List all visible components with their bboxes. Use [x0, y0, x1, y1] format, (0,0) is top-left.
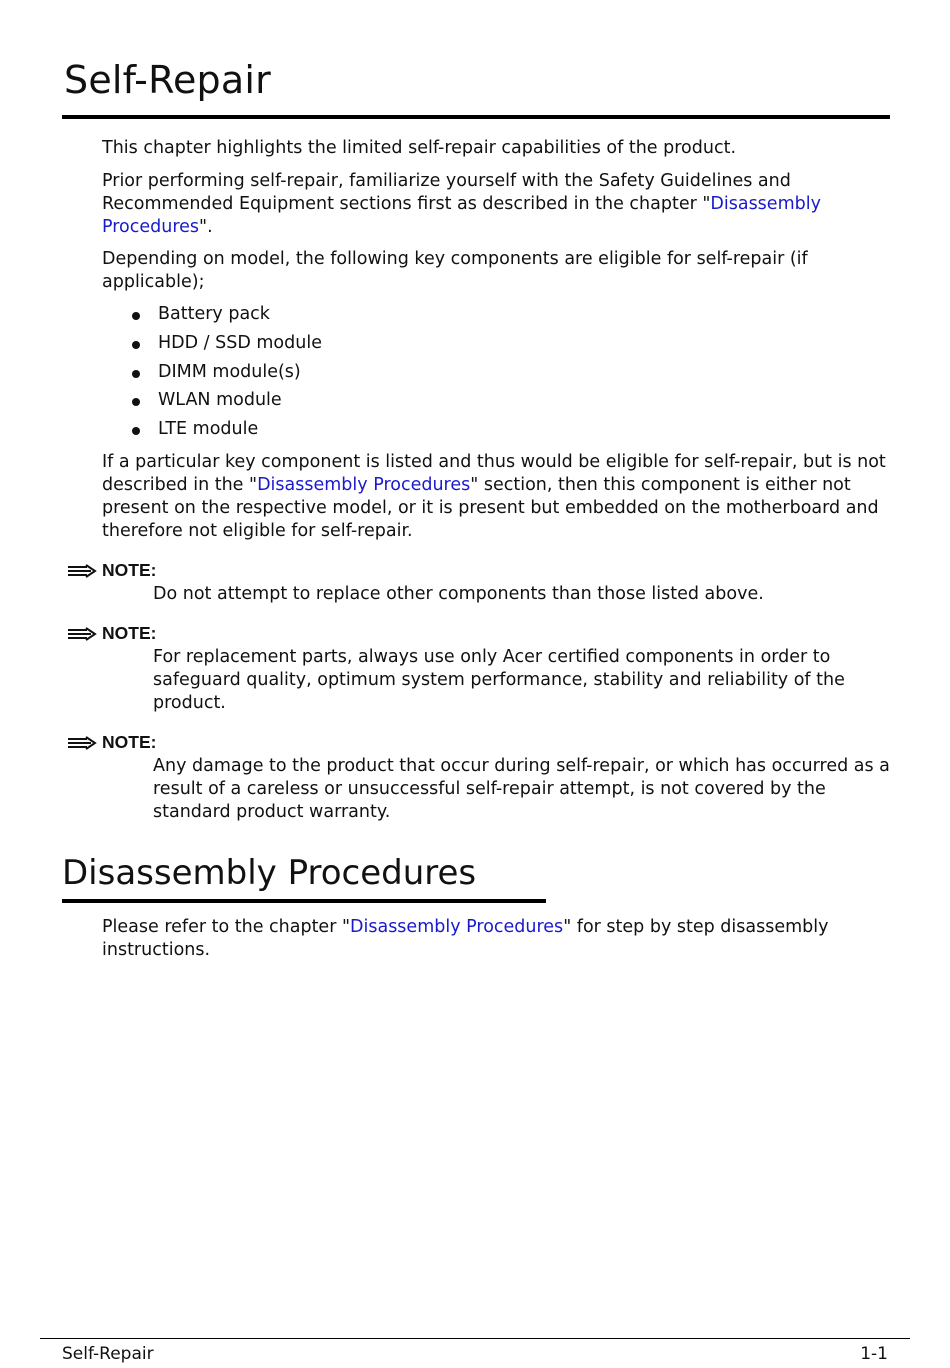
list-item-label: WLAN module [158, 390, 282, 410]
particular-text-end: " section, then this component is either not present on the respective model, or it is present but embedded on the motherboard and therefore not eligible for self-repair. [102, 475, 879, 541]
note-arrow-icon [67, 627, 97, 641]
note-heading [67, 560, 156, 581]
section-title: Disassembly Procedures [62, 853, 477, 893]
particular-paragraph [102, 451, 892, 543]
disassembly-procedures-link[interactable]: Disassembly Procedures [102, 194, 821, 237]
prior-text-end: ". [199, 217, 213, 237]
list-item-label: LTE module [158, 419, 259, 439]
refer-text-end: " for step by step disassembly instructions. [102, 917, 829, 960]
intro-text: This chapter highlights the limited self-repair capabilities of the product. [102, 138, 737, 158]
refer-text: Please refer to the chapter " [102, 917, 351, 937]
intro-paragraph [102, 137, 892, 160]
note-label: NOTE: [102, 560, 157, 580]
prior-text: Prior performing self-repair, familiarize yourself with the Safety Guidelines and Recommended Equipment sections first as described in the chapter " [102, 171, 791, 214]
note-arrow-icon [67, 564, 97, 578]
footer-rule [40, 1338, 910, 1339]
note-label: NOTE: [102, 732, 157, 752]
section-rule [62, 899, 546, 903]
depending-text: Depending on model, the following key components are eligible for self-repair (if applicable); [102, 249, 808, 292]
footer-page-number: 1-1 [860, 1344, 888, 1364]
note-label: NOTE: [102, 623, 157, 643]
page-title: Self-Repair [64, 58, 271, 102]
bullet-icon [132, 370, 140, 378]
note-text: Do not attempt to replace other components than those listed above. [153, 584, 764, 604]
disassembly-procedures-link[interactable]: Disassembly Procedures [350, 917, 564, 937]
bullet-icon [132, 341, 140, 349]
footer-chapter: Self-Repair [62, 1344, 154, 1364]
note-arrow-icon [67, 736, 97, 750]
disassembly-procedures-link[interactable]: Disassembly Procedures [257, 475, 471, 495]
depending-paragraph [102, 248, 892, 294]
list-item-label: DIMM module(s) [158, 362, 301, 382]
note-heading [67, 732, 156, 753]
prior-paragraph [102, 170, 892, 239]
note-text: Any damage to the product that occur during self-repair, or which has occurred as a result of a careless or unsuccessful self-repair attempt, is not covered by the standard product warranty. [153, 756, 890, 822]
bullet-icon [132, 427, 140, 435]
bullet-icon [132, 312, 140, 320]
refer-paragraph [102, 916, 892, 962]
particular-text: If a particular key component is listed and thus would be eligible for self-repair, but is not described in the " [102, 452, 886, 495]
bullet-icon [132, 398, 140, 406]
list-item-label: HDD / SSD module [158, 333, 322, 353]
note-text: For replacement parts, always use only Acer certified components in order to safeguard quality, optimum system performance, stability and reliability of the product. [153, 647, 845, 713]
note-heading [67, 623, 156, 644]
title-rule [62, 115, 890, 119]
list-item-label: Battery pack [158, 304, 270, 324]
